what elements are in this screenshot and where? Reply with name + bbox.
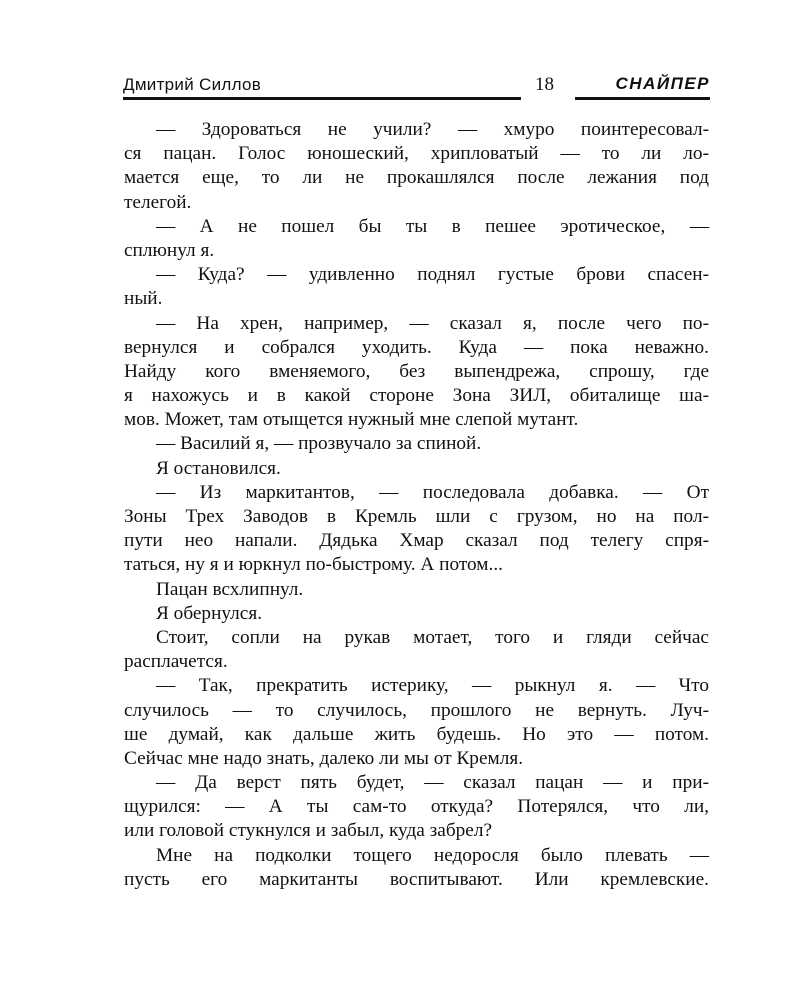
text-line: — Из маркитантов, — последовала добавка. — От (156, 481, 709, 503)
text-line: Найду кого вменяемого, без выпендрежа, спрошу, где (124, 360, 709, 382)
text-line: — Здороваться не учили? — хмуро поинтересовал- (156, 119, 709, 140)
text-line: вернулся и собрался уходить. Куда — пока неважно. (124, 336, 709, 358)
text-line: Зоны Трех Заводов в Кремль шли с грузом, но на пол- (124, 506, 709, 527)
text-line: мается еще, то ли не прокашлялся после лежания под (124, 167, 709, 189)
text-line: пути нео напали. Дядька Хмар сказал под телегу спря- (124, 530, 709, 552)
series-title: СНАЙПЕР (615, 74, 710, 93)
text-line: я нахожусь и в какой стороне Зона ЗИЛ, обиталище ша- (124, 385, 709, 407)
text-line: случилось — то случилось, прошлого не вернуть. Луч- (124, 699, 709, 721)
text-line: Пацан всхлипнул. (156, 578, 304, 600)
text-line: ный. (124, 288, 163, 310)
text-line: Сейчас мне надо знать, далеко ли мы от Кремля. (124, 747, 524, 769)
text-line: — Так, прекратить истерику, — рыкнул я. — Что (156, 675, 709, 697)
text-line: пусть его маркитанты воспитывают. Или кремлевские. (124, 868, 709, 890)
text-line: телегой. (124, 191, 192, 213)
text-line: — Куда? — удивленно поднял густые брови спасен- (156, 264, 709, 286)
text-line: щурился: — А ты сам-то откуда? Потерялся, что ли, (124, 796, 709, 818)
text-line: ся пацан. Голос юношеский, хрипловатый — то ли ло- (124, 143, 709, 165)
text-line: таться, ну я и юркнул по-быстрому. А потом... (124, 554, 503, 576)
text-line: ше думай, как дальше жить будешь. Но это — потом. (124, 723, 709, 745)
text-line: или головой стукнулся и забыл, куда забрел? (124, 820, 493, 842)
running-header (123, 70, 710, 100)
text-line: Я обернулся. (156, 602, 263, 624)
text-line: Мне на подколки тощего недоросля было плевать — (156, 844, 709, 866)
text-line: мов. Может, там отыщется нужный мне слепой мутант. (124, 409, 579, 431)
text-line: Я остановился. (156, 457, 281, 479)
header-rule-right (575, 97, 710, 100)
page-number: 18 (535, 74, 554, 95)
body-text (124, 118, 709, 892)
text-line: — А не пошел бы ты в пешее эротическое, — (156, 215, 709, 237)
text-line: — Да верст пять будет, — сказал пацан — и при- (156, 772, 709, 794)
author-name: Дмитрий Силлов (123, 75, 262, 94)
text-line: расплачется. (124, 651, 228, 673)
text-line: — На хрен, например, — сказал я, после чего по- (156, 312, 709, 334)
text-line: Стоит, сопли на рукав мотает, того и гляди сейчас (156, 626, 709, 648)
header-rule-left (123, 97, 521, 100)
text-line: сплюнул я. (124, 239, 215, 261)
text-line: — Василий я, — прозвучало за спиной. (156, 433, 482, 455)
